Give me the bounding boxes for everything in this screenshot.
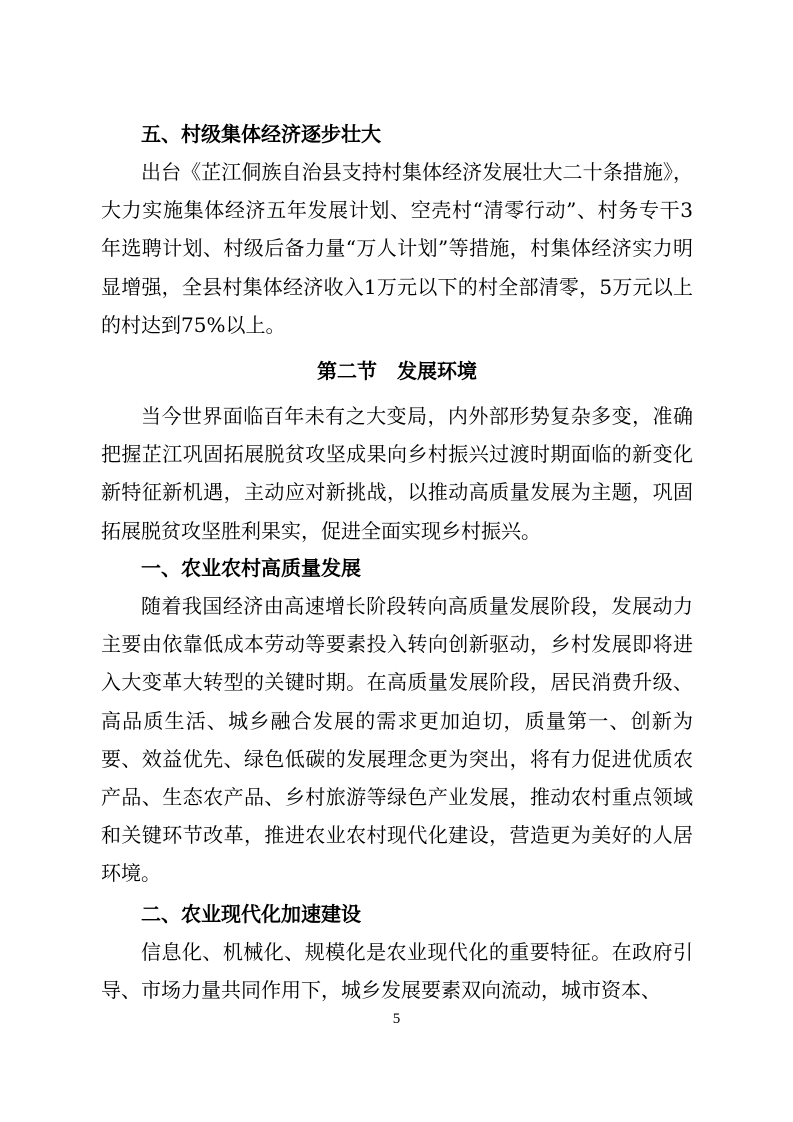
heading-village-collective-economy: 五、村级集体经济逐步壮大 — [141, 122, 381, 146]
heading-agri-modernization: 二、农业现代化加速建设 — [141, 902, 361, 926]
paragraph-village-collective-economy: 出台《芷江侗族自治县支持村集体经济发展壮大二十条措施》，大力实施集体经济五年发展计划、空壳村“清零行动”、村务专干3年选聘计划、村级后备力量“万人计划”等措施，村集体经济实力明显增强，全县村集体经济收入1万元以下的村全部清零，5万元以上的村达到75%以上。 — [101, 160, 693, 337]
page-number: 5 — [392, 1011, 401, 1027]
section-title-development-environment: 第二节 发展环境 — [317, 359, 477, 383]
section-agri-modernization — [101, 900, 693, 1009]
paragraph-agri-high-quality: 随着我国经济由高速增长阶段转向高质量发展阶段，发展动力主要由依靠低成本劳动等要素投入转向创新驱动，乡村发展即将进入大变革大转型的关键时期。在高质量发展阶段，居民消费升级、高品质生活、城乡融合发展的需求更加迫切，质量第一、创新为要、效益优先、绿色低碳的发展理念更为突出，将有力促进优质农产品、生态农产品、乡村旅游等绿色产业发展，推动农村重点领域和关键环节改革，推进农业农村现代化建设，营造更为美好的人居环境。 — [101, 594, 693, 886]
section-environment-intro — [101, 397, 693, 550]
paragraph-development-environment: 当今世界面临百年未有之大变局，内外部形势复杂多变，准确把握芷江巩固拓展脱贫攻坚成果向乡村振兴过渡时期面临的新变化新特征新机遇，主动应对新挑战，以推动高质量发展为主题，巩固拓展脱贫攻坚胜利果实，促进全面实现乡村振兴。 — [101, 404, 693, 543]
heading-agri-high-quality: 一、农业农村高质量发展 — [141, 556, 361, 580]
section-village-economy — [101, 120, 693, 344]
section-agri-high-quality — [101, 554, 693, 893]
paragraph-agri-modernization: 信息化、机械化、规模化是农业现代化的重要特征。在政府引导、市场力量共同作用下，城乡发展要素双向流动，城市资本、 — [101, 940, 693, 1003]
